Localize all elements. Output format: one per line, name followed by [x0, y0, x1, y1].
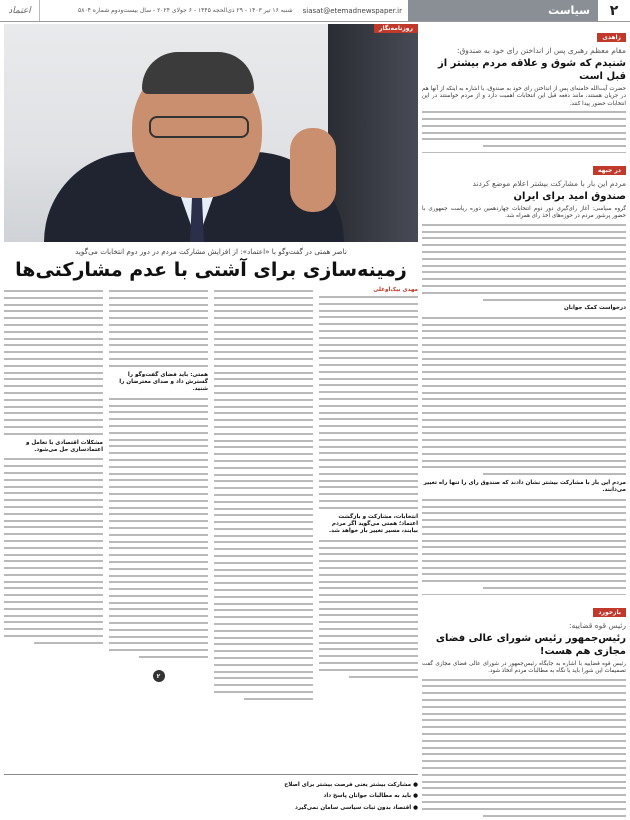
photo-tag: روزنامه‌نگار	[374, 24, 418, 33]
bullet-item: ● باید به مطالبات جوانان پاسخ داد	[323, 793, 418, 800]
callout-2: همتی: باید فضای گفت‌وگو را گسترش داد و صدای معترضان را شنید.	[119, 371, 208, 393]
article-3-headline: رئیس‌جمهور رئیس شورای عالی فضای مجازی هم هست!	[435, 632, 626, 657]
article-2-lead: گروه سیاسی: آغاز رای‌گیری دور دوم انتخابات چهاردهمین دوره ریاست جمهوری با حضور پرشور مردم در حوزه‌های اخذ رای همراه شد.	[422, 206, 626, 220]
article-3	[422, 599, 626, 817]
callout-3: مشکلات اقتصادی با تعامل و اعتمادسازی حل می‌شود.	[25, 439, 103, 453]
article-3-tag: بازخورد	[593, 608, 626, 617]
text-column-2	[214, 287, 313, 775]
article-2-tag: در جبهه	[593, 166, 626, 175]
site-email: siasat@etemadnewspaper.ir	[302, 6, 402, 15]
main-photo	[4, 24, 418, 242]
article-2-kicker: مردم این بار با مشارکت بیشتر اعلام موضع کردند	[472, 179, 626, 188]
bullet-list	[4, 774, 418, 816]
main-title: زمینه‌سازی برای آشتی با عدم مشارکتی‌ها	[15, 259, 407, 281]
main-story	[4, 24, 418, 816]
main-subhead: ناصر همتی در گفت‌وگو با «اعتماد»: از افزایش مشارکت مردم در دور دوم انتخابات می‌گوید	[75, 247, 347, 256]
date-line: شنبه ۱۶ تیر ۱۴۰۳ - ۲۹ ذی‌الحجه ۱۴۴۵ - ۶ جولای ۲۰۲۴ - سال بیست‌ودوم شماره ۵۸۰۴	[78, 7, 293, 14]
page-badge: ۲	[153, 670, 165, 682]
article-1-tag: زاهدی	[597, 33, 626, 42]
article-1	[422, 24, 626, 147]
divider	[422, 152, 626, 153]
article-1-lead: حضرت آیت‌الله خامنه‌ای پس از انداختن رای خود به صندوق، با اشاره به اینکه از آنها هم در جریان هستند، مانند دفعه قبل این انتخابات اهمیت دارد و از مردم خواستند در این انتخابات حضور پیدا کنند.	[422, 86, 626, 107]
article-2-headline: صندوق امید برای ایران	[513, 191, 626, 202]
article-3-lead: رئیس قوه قضاییه با اشاره به جایگاه رئیس‌جمهور در شورای عالی فضای مجازی گفت تصمیمات این شورا باید با نگاه به مطالبات مردم اتخاذ شود.	[422, 660, 626, 675]
page-header	[0, 0, 630, 22]
text-column-1	[319, 287, 418, 775]
article-1-kicker: مقام معظم رهبری پس از انداختن رای خود به صندوق:	[456, 46, 626, 55]
article-1-headline: شنیدم که شوق و علاقه مردم بیشتر از قبل است	[437, 58, 626, 82]
text-column-3	[109, 287, 208, 775]
article-2-body	[422, 224, 626, 301]
main-columns	[4, 287, 418, 775]
article-3-body	[422, 679, 626, 817]
callout-1: انتخابات، مشارکت و بازگشت اعتماد؛ همتی می‌گوید اگر مردم بیایند، مسیر تغییر باز خواهد شد.	[328, 513, 418, 535]
right-column	[422, 24, 626, 816]
article-2-body-2	[422, 317, 626, 475]
text-column-4	[4, 287, 103, 775]
article-2	[422, 157, 626, 589]
article-3-kicker: رئیس قوه قضاییه:	[569, 620, 626, 630]
article-1-body	[422, 111, 626, 147]
section-label: سیاست	[408, 0, 598, 21]
article-2-subheading: درخواست کمک جوانان	[563, 305, 626, 312]
article-2-body-3	[422, 499, 626, 589]
byline: مهدی بیک‌اوغلی	[373, 287, 418, 293]
article-2-quote: مردم این بار با مشارکت بیشتر نشان دادند که صندوق رای را تنها راه تغییر می‌دانند.	[423, 479, 626, 494]
divider	[422, 594, 626, 595]
bullet-item: ● مشارکت بیشتر یعنی فرصت بیشتر برای اصلاح	[284, 781, 418, 788]
newspaper-logo: اعتماد	[0, 0, 40, 21]
bullet-item: ● اقتصاد بدون ثبات سیاسی سامان نمی‌گیرد	[295, 804, 418, 811]
page-number: ۲	[609, 2, 619, 19]
